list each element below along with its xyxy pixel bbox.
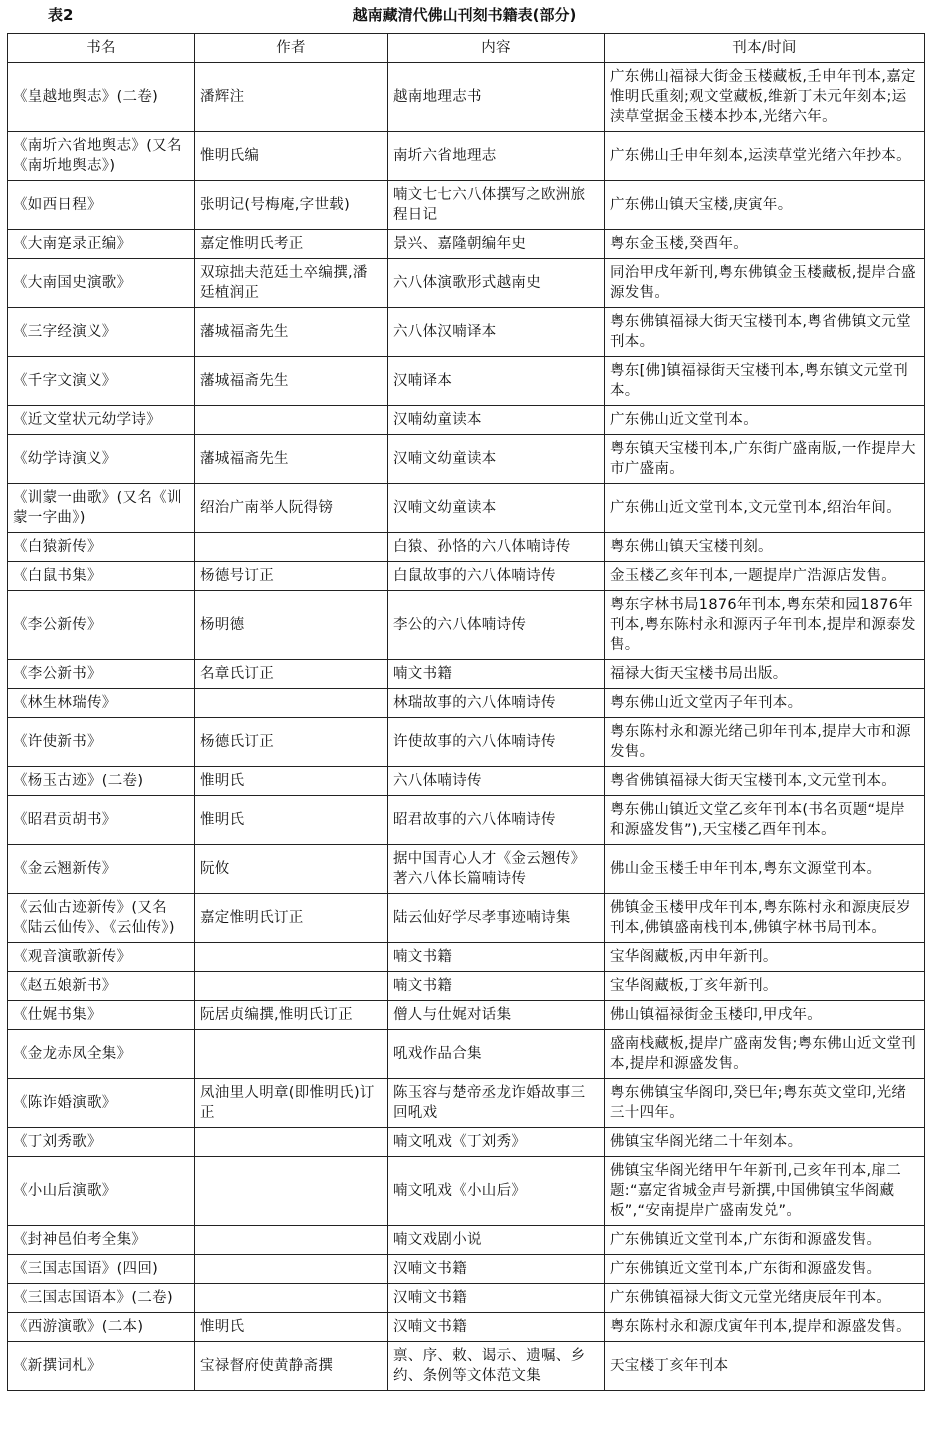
cell-edition: 佛山镇福禄街金玉楼印,甲戌年。 — [605, 1001, 925, 1030]
cell-content: 喃文七七六八体撰写之欧洲旅程日记 — [388, 181, 605, 230]
cell-edition: 佛镇宝华阁光绪甲午年新刊,己亥年刊本,扉二题:“嘉定省城金声号新撰,中国佛镇宝华阁藏板”,“安南提岸广盛南发兑”。 — [605, 1157, 925, 1226]
cell-content: 南圻六省地理志 — [388, 132, 605, 181]
cell-content: 陈玉容与楚帝丞龙诈婚故事三回吼戏 — [388, 1079, 605, 1128]
cell-title: 《训蒙一曲歌》(又名《训蒙一字曲》) — [8, 484, 195, 533]
table-row — [8, 1342, 925, 1391]
cell-author: 藩城福斋先生 — [195, 357, 388, 406]
cell-edition: 同治甲戌年新刊,粤东佛镇金玉楼藏板,提岸合盛源发售。 — [605, 259, 925, 308]
header-author: 作者 — [195, 34, 388, 63]
cell-edition: 粤东金玉楼,癸酉年。 — [605, 230, 925, 259]
table-row — [8, 484, 925, 533]
cell-author: 惟明氏编 — [195, 132, 388, 181]
cell-edition: 粤省佛镇福禄大街天宝楼刊本,文元堂刊本。 — [605, 767, 925, 796]
cell-author: 杨明德 — [195, 591, 388, 660]
table-row — [8, 1313, 925, 1342]
table-row — [8, 259, 925, 308]
cell-content: 汉喃文幼童读本 — [388, 435, 605, 484]
cell-edition: 粤东佛山镇近文堂乙亥年刊本(书名页题“堤岸和源盛发售”),天宝楼乙酉年刊本。 — [605, 796, 925, 845]
cell-author — [195, 1157, 388, 1226]
cell-edition: 佛镇金玉楼甲戌年刊本,粤东陈村永和源庚辰岁刊本,佛镇盛南栈刊本,佛镇字林书局刊本。 — [605, 894, 925, 943]
cell-content: 据中国青心人才《金云翘传》著六八体长篇喃诗传 — [388, 845, 605, 894]
cell-edition: 佛镇宝华阁光绪二十年刻本。 — [605, 1128, 925, 1157]
cell-title: 《林生林瑞传》 — [8, 689, 195, 718]
cell-author: 阮攸 — [195, 845, 388, 894]
cell-content: 喃文吼戏《丁刘秀》 — [388, 1128, 605, 1157]
cell-edition: 福禄大街天宝楼书局出版。 — [605, 660, 925, 689]
table-row — [8, 1079, 925, 1128]
cell-content: 汉喃文书籍 — [388, 1313, 605, 1342]
table-row — [8, 796, 925, 845]
table-row — [8, 132, 925, 181]
cell-title: 《幼学诗演义》 — [8, 435, 195, 484]
table-header-row — [8, 34, 925, 63]
cell-content: 许使故事的六八体喃诗传 — [388, 718, 605, 767]
cell-author: 惟明氏 — [195, 767, 388, 796]
cell-content: 喃文戏剧小说 — [388, 1226, 605, 1255]
cell-author: 名章氏订正 — [195, 660, 388, 689]
cell-edition: 粤东镇天宝楼刊本,广东街广盛南版,一作提岸大市广盛南。 — [605, 435, 925, 484]
table-row — [8, 308, 925, 357]
cell-title: 《陈诈婚演歌》 — [8, 1079, 195, 1128]
table-row — [8, 943, 925, 972]
cell-title: 《云仙古迹新传》(又名《陆云仙传》、《云仙传》) — [8, 894, 195, 943]
cell-author — [195, 1255, 388, 1284]
table-title: 越南藏清代佛山刊刻书籍表(部分) — [352, 6, 577, 24]
cell-edition: 盛南栈藏板,提岸广盛南发售;粤东佛山近文堂刊本,提岸和源盛发售。 — [605, 1030, 925, 1079]
cell-edition: 粤东佛镇福禄大街天宝楼刊本,粤省佛镇文元堂刊本。 — [605, 308, 925, 357]
cell-title: 《金龙赤凤全集》 — [8, 1030, 195, 1079]
cell-content: 吼戏作品合集 — [388, 1030, 605, 1079]
cell-content: 景兴、嘉隆朝编年史 — [388, 230, 605, 259]
cell-author: 张明记(号梅庵,字世载) — [195, 181, 388, 230]
table-row — [8, 1157, 925, 1226]
cell-author: 双琼拙夫范廷土卒编撰,潘廷植润正 — [195, 259, 388, 308]
cell-content: 喃文书籍 — [388, 972, 605, 1001]
table-row — [8, 1128, 925, 1157]
cell-title: 《皇越地舆志》(二卷) — [8, 63, 195, 132]
cell-author: 藩城福斋先生 — [195, 308, 388, 357]
cell-author — [195, 972, 388, 1001]
cell-title: 《小山后演歌》 — [8, 1157, 195, 1226]
cell-author: 嘉定惟明氏考正 — [195, 230, 388, 259]
cell-title: 《西游演歌》(二本) — [8, 1313, 195, 1342]
cell-title: 《大南寔录正编》 — [8, 230, 195, 259]
cell-author — [195, 533, 388, 562]
cell-edition: 天宝楼丁亥年刊本 — [605, 1342, 925, 1391]
cell-title: 《赵五娘新书》 — [8, 972, 195, 1001]
cell-author — [195, 943, 388, 972]
cell-content: 汉喃译本 — [388, 357, 605, 406]
cell-content: 僧人与仕娓对话集 — [388, 1001, 605, 1030]
cell-content: 汉喃文幼童读本 — [388, 484, 605, 533]
table-row — [8, 435, 925, 484]
cell-edition: 粤东[佛]镇福禄街天宝楼刊本,粤东镇文元堂刊本。 — [605, 357, 925, 406]
cell-edition: 粤东佛山镇天宝楼刊刻。 — [605, 533, 925, 562]
cell-title: 《三国志国语本》(二卷) — [8, 1284, 195, 1313]
table-row — [8, 533, 925, 562]
cell-author: 阮居贞编撰,惟明氏订正 — [195, 1001, 388, 1030]
cell-content: 李公的六八体喃诗传 — [388, 591, 605, 660]
table-row — [8, 767, 925, 796]
cell-title: 《如西日程》 — [8, 181, 195, 230]
cell-author — [195, 1226, 388, 1255]
cell-edition: 广东佛镇近文堂刊本,广东街和源盛发售。 — [605, 1226, 925, 1255]
cell-content: 白猿、孙恪的六八体喃诗传 — [388, 533, 605, 562]
cell-title: 《李公新传》 — [8, 591, 195, 660]
table-row — [8, 1255, 925, 1284]
cell-edition: 广东佛山壬申年刻本,运渎草堂光绪六年抄本。 — [605, 132, 925, 181]
cell-content: 昭君故事的六八体喃诗传 — [388, 796, 605, 845]
cell-title: 《李公新书》 — [8, 660, 195, 689]
cell-title: 《白鼠书集》 — [8, 562, 195, 591]
table-row — [8, 689, 925, 718]
cell-edition: 广东佛山近文堂刊本,文元堂刊本,绍治年间。 — [605, 484, 925, 533]
cell-title: 《三字经演义》 — [8, 308, 195, 357]
cell-title: 《新撰词札》 — [8, 1342, 195, 1391]
table-row — [8, 562, 925, 591]
cell-title: 《南圻六省地舆志》(又名《南圻地舆志》) — [8, 132, 195, 181]
cell-edition: 宝华阁藏板,丙申年新刊。 — [605, 943, 925, 972]
table-row — [8, 230, 925, 259]
cell-title: 《杨玉古迹》(二卷) — [8, 767, 195, 796]
cell-title: 《丁刘秀歌》 — [8, 1128, 195, 1157]
cell-edition: 广东佛镇福禄大街文元堂光绪庚辰年刊本。 — [605, 1284, 925, 1313]
cell-title: 《观音演歌新传》 — [8, 943, 195, 972]
cell-author: 惟明氏 — [195, 1313, 388, 1342]
cell-author: 惟明氏 — [195, 796, 388, 845]
cell-author — [195, 1128, 388, 1157]
cell-content: 喃文书籍 — [388, 943, 605, 972]
cell-content: 白鼠故事的六八体喃诗传 — [388, 562, 605, 591]
table-row — [8, 357, 925, 406]
cell-title: 《昭君贡胡书》 — [8, 796, 195, 845]
table-row — [8, 718, 925, 767]
cell-author: 宝禄督府使黄静斋撰 — [195, 1342, 388, 1391]
table-row — [8, 894, 925, 943]
cell-author — [195, 1284, 388, 1313]
cell-title: 《千字文演义》 — [8, 357, 195, 406]
table-row — [8, 181, 925, 230]
table-row — [8, 660, 925, 689]
cell-author: 凤油里人明章(即惟明氏)订正 — [195, 1079, 388, 1128]
cell-author — [195, 1030, 388, 1079]
cell-edition: 宝华阁藏板,丁亥年新刊。 — [605, 972, 925, 1001]
cell-title: 《白猿新传》 — [8, 533, 195, 562]
cell-edition: 金玉楼乙亥年刊本,一题提岸广浩源店发售。 — [605, 562, 925, 591]
cell-author: 潘辉注 — [195, 63, 388, 132]
table-body — [8, 63, 925, 1391]
cell-content: 六八体汉喃译本 — [388, 308, 605, 357]
cell-author: 杨德号订正 — [195, 562, 388, 591]
cell-content: 陆云仙好学尽孝事迹喃诗集 — [388, 894, 605, 943]
cell-edition: 广东佛山近文堂刊本。 — [605, 406, 925, 435]
cell-title: 《金云翘新传》 — [8, 845, 195, 894]
cell-author: 绍治广南举人阮得镑 — [195, 484, 388, 533]
books-table — [7, 33, 925, 1391]
cell-content: 汉喃文书籍 — [388, 1284, 605, 1313]
cell-title: 《近文堂状元幼学诗》 — [8, 406, 195, 435]
table-row — [8, 63, 925, 132]
cell-content: 越南地理志书 — [388, 63, 605, 132]
table-row — [8, 406, 925, 435]
cell-content: 喃文吼戏《小山后》 — [388, 1157, 605, 1226]
cell-content: 六八体喃诗传 — [388, 767, 605, 796]
cell-author — [195, 406, 388, 435]
cell-edition: 佛山金玉楼壬申年刊本,粤东文源堂刊本。 — [605, 845, 925, 894]
cell-title: 《大南国史演歌》 — [8, 259, 195, 308]
header-title: 书名 — [8, 34, 195, 63]
cell-edition: 粤东佛镇宝华阁印,癸巳年;粤东英文堂印,光绪三十四年。 — [605, 1079, 925, 1128]
cell-title: 《三国志国语》(四回) — [8, 1255, 195, 1284]
cell-edition: 粤东陈村永和源戊寅年刊本,提岸和源盛发售。 — [605, 1313, 925, 1342]
cell-edition: 广东佛镇近文堂刊本,广东街和源盛发售。 — [605, 1255, 925, 1284]
cell-edition: 粤东陈村永和源光绪己卯年刊本,提岸大市和源发售。 — [605, 718, 925, 767]
cell-edition: 广东佛山镇天宝楼,庚寅年。 — [605, 181, 925, 230]
header-content: 内容 — [388, 34, 605, 63]
cell-edition: 粤东字林书局1876年刊本,粤东荣和园1876年刊本,粤东陈村永和源丙子年刊本,提岸和源泰发售。 — [605, 591, 925, 660]
cell-author: 杨德氏订正 — [195, 718, 388, 767]
cell-content: 林瑞故事的六八体喃诗传 — [388, 689, 605, 718]
table-row — [8, 591, 925, 660]
table-row — [8, 845, 925, 894]
cell-title: 《封神邑伯考全集》 — [8, 1226, 195, 1255]
table-row — [8, 1030, 925, 1079]
cell-content: 禀、序、敕、谒示、遗嘱、乡约、条例等文体范文集 — [388, 1342, 605, 1391]
cell-content: 六八体演歌形式越南史 — [388, 259, 605, 308]
table-label: 表2 — [48, 6, 74, 24]
table-row — [8, 972, 925, 1001]
cell-content: 汉喃文书籍 — [388, 1255, 605, 1284]
cell-title: 《仕娓书集》 — [8, 1001, 195, 1030]
cell-author: 藩城福斋先生 — [195, 435, 388, 484]
cell-edition: 广东佛山福禄大街金玉楼藏板,壬申年刊本,嘉定惟明氏重刻;观文堂藏板,维新丁未元年刻本;运渎草堂据金玉楼本抄本,光绪六年。 — [605, 63, 925, 132]
cell-edition: 粤东佛山近文堂丙子年刊本。 — [605, 689, 925, 718]
header-edition: 刊本/时间 — [605, 34, 925, 63]
cell-content: 喃文书籍 — [388, 660, 605, 689]
table-row — [8, 1284, 925, 1313]
cell-author: 嘉定惟明氏订正 — [195, 894, 388, 943]
cell-content: 汉喃幼童读本 — [388, 406, 605, 435]
cell-title: 《许使新书》 — [8, 718, 195, 767]
table-row — [8, 1226, 925, 1255]
table-row — [8, 1001, 925, 1030]
cell-author — [195, 689, 388, 718]
